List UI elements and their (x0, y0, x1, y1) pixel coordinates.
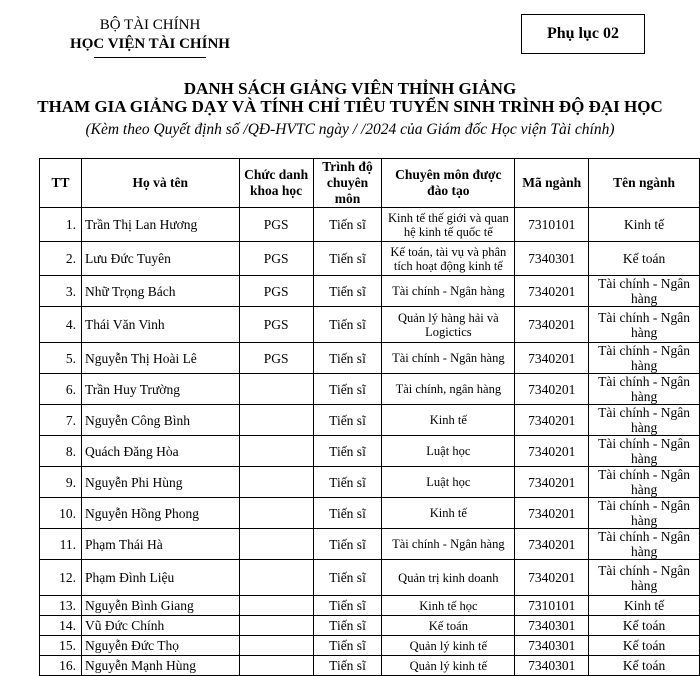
major-name-cell: Kinh tế (589, 596, 700, 616)
degree-cell: Tiến sĩ (313, 636, 382, 656)
specialty-cell: Tài chính - Ngân hàng (382, 276, 515, 307)
major-code-cell: 7340201 (515, 467, 589, 498)
degree-cell: Tiến sĩ (313, 529, 382, 560)
row-number-cell: 16. (40, 656, 82, 676)
academy-name: HỌC VIỆN TÀI CHÍNH (70, 36, 230, 52)
row-number-cell: 1. (40, 208, 82, 242)
table-row (40, 656, 700, 676)
major-name-cell: Tài chính - Ngân hàng (589, 343, 700, 374)
table-row (40, 208, 700, 242)
appendix-label: Phụ lục 02 (521, 14, 645, 54)
lecturer-name-cell: Nguyễn Hồng Phong (81, 498, 239, 529)
lecturer-name-cell: Quách Đăng Hòa (81, 436, 239, 467)
col-header-tt: TT (40, 159, 82, 208)
lecturer-name-cell: Nguyễn Thị Hoài Lê (81, 343, 239, 374)
lecturer-name-cell: Phạm Đình Liệu (81, 560, 239, 596)
row-number-cell: 2. (40, 242, 82, 276)
degree-cell: Tiến sĩ (313, 436, 382, 467)
lecturer-name-cell: Vũ Đức Chính (81, 616, 239, 636)
academic-rank-cell (239, 467, 313, 498)
major-code-cell: 7310101 (515, 208, 589, 242)
table-row (40, 616, 700, 636)
major-code-cell: 7340301 (515, 616, 589, 636)
table-row (40, 405, 700, 436)
row-number-cell: 15. (40, 636, 82, 656)
degree-cell: Tiến sĩ (313, 498, 382, 529)
row-number-cell: 7. (40, 405, 82, 436)
table-row (40, 498, 700, 529)
academic-rank-cell (239, 436, 313, 467)
major-name-cell: Kế toán (589, 242, 700, 276)
lecturer-name-cell: Trần Huy Trường (81, 374, 239, 405)
lecturer-name-cell: Thái Văn Vinh (81, 307, 239, 343)
specialty-cell: Kế toán, tài vụ và phân tích hoạt động kinh tế (382, 242, 515, 276)
organization-header (40, 16, 260, 58)
lecturer-name-cell: Lưu Đức Tuyên (81, 242, 239, 276)
major-name-cell: Tài chính - Ngân hàng (589, 276, 700, 307)
major-name-cell: Tài chính - Ngân hàng (589, 374, 700, 405)
table-row (40, 529, 700, 560)
academic-rank-cell: PGS (239, 307, 313, 343)
col-header-field: Tên ngành (589, 159, 700, 208)
degree-cell: Tiến sĩ (313, 242, 382, 276)
document-subtitle: (Kèm theo Quyết định số /QĐ-HVTC ngày / /2024 của Giám đốc Học viện Tài chính) (85, 121, 615, 138)
major-name-cell: Tài chính - Ngân hàng (589, 307, 700, 343)
col-header-code: Mã ngành (515, 159, 589, 208)
degree-cell: Tiến sĩ (313, 560, 382, 596)
major-name-cell: Kế toán (589, 636, 700, 656)
row-number-cell: 6. (40, 374, 82, 405)
major-code-cell: 7340201 (515, 436, 589, 467)
major-code-cell: 7340201 (515, 529, 589, 560)
academic-rank-cell (239, 596, 313, 616)
table-row (40, 436, 700, 467)
academic-rank-cell: PGS (239, 208, 313, 242)
table-row (40, 307, 700, 343)
table-row (40, 276, 700, 307)
major-code-cell: 7340201 (515, 374, 589, 405)
specialty-cell: Kinh tế thế giới và quan hệ kinh tế quốc tế (382, 208, 515, 242)
specialty-cell: Quản lý kinh tế (382, 636, 515, 656)
major-code-cell: 7340201 (515, 405, 589, 436)
degree-cell: Tiến sĩ (313, 616, 382, 636)
academic-rank-cell (239, 498, 313, 529)
specialty-cell: Kinh tế học (382, 596, 515, 616)
major-code-cell: 7340301 (515, 656, 589, 676)
col-header-rank: Chức danh khoa học (239, 159, 313, 208)
specialty-cell: Kinh tế (382, 498, 515, 529)
lecturer-name-cell: Nguyễn Mạnh Hùng (81, 656, 239, 676)
row-number-cell: 3. (40, 276, 82, 307)
degree-cell: Tiến sĩ (313, 656, 382, 676)
academic-rank-cell (239, 374, 313, 405)
major-code-cell: 7340201 (515, 343, 589, 374)
header-divider (94, 57, 206, 58)
degree-cell: Tiến sĩ (313, 343, 382, 374)
row-number-cell: 8. (40, 436, 82, 467)
academic-rank-cell (239, 616, 313, 636)
academic-rank-cell: PGS (239, 242, 313, 276)
lecturer-name-cell: Nguyễn Phi Hùng (81, 467, 239, 498)
lecturer-name-cell: Nguyễn Công Bình (81, 405, 239, 436)
specialty-cell: Tài chính - Ngân hàng (382, 343, 515, 374)
degree-cell: Tiến sĩ (313, 374, 382, 405)
row-number-cell: 5. (40, 343, 82, 374)
lecturer-name-cell: Nguyễn Đức Thọ (81, 636, 239, 656)
row-number-cell: 12. (40, 560, 82, 596)
lecturer-name-cell: Trần Thị Lan Hương (81, 208, 239, 242)
specialty-cell: Luật học (382, 436, 515, 467)
degree-cell: Tiến sĩ (313, 596, 382, 616)
document-title: DANH SÁCH GIẢNG VIÊN THỈNH GIẢNG (183, 79, 517, 98)
table-row (40, 467, 700, 498)
specialty-cell: Quản lý kinh tế (382, 656, 515, 676)
degree-cell: Tiến sĩ (313, 307, 382, 343)
major-name-cell: Tài chính - Ngân hàng (589, 498, 700, 529)
ministry-name: BỘ TÀI CHÍNH (99, 17, 201, 33)
document-title-line2: THAM GIA GIẢNG DẠY VÀ TÍNH CHỈ TIÊU TUYỂN SINH TRÌNH ĐỘ ĐẠI HỌC (37, 97, 663, 116)
table-row (40, 374, 700, 405)
row-number-cell: 9. (40, 467, 82, 498)
row-number-cell: 11. (40, 529, 82, 560)
specialty-cell: Tài chính, ngân hàng (382, 374, 515, 405)
table-row (40, 560, 700, 596)
lecturer-table (39, 158, 700, 676)
degree-cell: Tiến sĩ (313, 208, 382, 242)
academic-rank-cell (239, 405, 313, 436)
specialty-cell: Kinh tế (382, 405, 515, 436)
major-code-cell: 7340301 (515, 242, 589, 276)
specialty-cell: Quản lý hàng hải và Logictics (382, 307, 515, 343)
major-code-cell: 7310101 (515, 596, 589, 616)
major-name-cell: Kế toán (589, 616, 700, 636)
academic-rank-cell (239, 529, 313, 560)
degree-cell: Tiến sĩ (313, 405, 382, 436)
col-header-specialty: Chuyên môn được đào tạo (382, 159, 515, 208)
table-row (40, 636, 700, 656)
specialty-cell: Luật học (382, 467, 515, 498)
major-name-cell: Tài chính - Ngân hàng (589, 529, 700, 560)
table-header-row (40, 159, 700, 208)
table-row (40, 343, 700, 374)
row-number-cell: 10. (40, 498, 82, 529)
academic-rank-cell (239, 636, 313, 656)
lecturer-name-cell: Phạm Thái Hà (81, 529, 239, 560)
specialty-cell: Kế toán (382, 616, 515, 636)
lecturer-name-cell: Nguyễn Bình Giang (81, 596, 239, 616)
major-code-cell: 7340201 (515, 307, 589, 343)
row-number-cell: 14. (40, 616, 82, 636)
major-code-cell: 7340301 (515, 636, 589, 656)
major-code-cell: 7340201 (515, 276, 589, 307)
academic-rank-cell: PGS (239, 276, 313, 307)
row-number-cell: 13. (40, 596, 82, 616)
academic-rank-cell: PGS (239, 343, 313, 374)
degree-cell: Tiến sĩ (313, 467, 382, 498)
major-code-cell: 7340201 (515, 498, 589, 529)
major-name-cell: Tài chính - Ngân hàng (589, 405, 700, 436)
major-name-cell: Tài chính - Ngân hàng (589, 467, 700, 498)
major-name-cell: Kế toán (589, 656, 700, 676)
specialty-cell: Quản trị kinh doanh (382, 560, 515, 596)
major-name-cell: Tài chính - Ngân hàng (589, 436, 700, 467)
major-name-cell: Kinh tế (589, 208, 700, 242)
academic-rank-cell (239, 656, 313, 676)
table-row (40, 242, 700, 276)
col-header-name: Họ và tên (81, 159, 239, 208)
academic-rank-cell (239, 560, 313, 596)
row-number-cell: 4. (40, 307, 82, 343)
col-header-degree: Trình độ chuyên môn (313, 159, 382, 208)
specialty-cell: Tài chính - Ngân hàng (382, 529, 515, 560)
lecturer-name-cell: Nhữ Trọng Bách (81, 276, 239, 307)
table-row (40, 596, 700, 616)
major-code-cell: 7340201 (515, 560, 589, 596)
major-name-cell: Tài chính - Ngân hàng (589, 560, 700, 596)
degree-cell: Tiến sĩ (313, 276, 382, 307)
